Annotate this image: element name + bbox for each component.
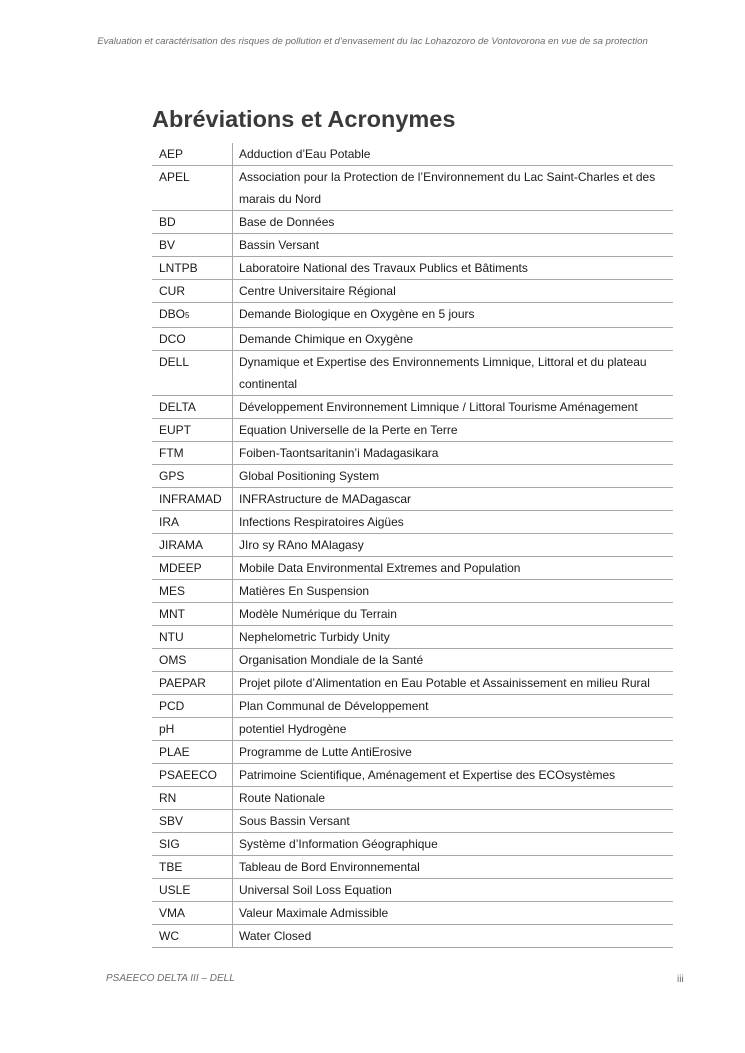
definition-text: Projet pilote d’Alimentation en Eau Potable et Assainissement en milieu Rural bbox=[239, 676, 650, 690]
abbreviation-text: BV bbox=[159, 238, 176, 252]
abbreviation-cell bbox=[152, 442, 233, 465]
abbreviation-cell bbox=[152, 741, 233, 764]
abbreviation-cell bbox=[152, 580, 233, 603]
abbreviation-text: TBE bbox=[159, 860, 183, 874]
abbreviation-cell bbox=[152, 902, 233, 925]
abbreviation-text: MDEEP bbox=[159, 561, 202, 575]
definition-cell bbox=[233, 603, 674, 626]
definition-text: Route Nationale bbox=[239, 791, 326, 805]
table-row bbox=[152, 695, 673, 718]
definition-text: Universal Soil Loss Equation bbox=[239, 883, 392, 897]
abbreviation-cell bbox=[152, 833, 233, 856]
definition-text: Demande Biologique en Oxygène en 5 jours bbox=[239, 307, 475, 321]
definition-text: Matières En Suspension bbox=[239, 584, 370, 598]
abbreviation-cell bbox=[152, 328, 233, 351]
definition-text: Bassin Versant bbox=[239, 238, 320, 252]
abbreviation-cell bbox=[152, 303, 233, 328]
abbreviation-cell bbox=[152, 143, 233, 166]
abbreviation-text: RN bbox=[159, 791, 177, 805]
abbreviation-text: SBV bbox=[159, 814, 184, 828]
definition-cell bbox=[233, 511, 674, 534]
definition-text: Modèle Numérique du Terrain bbox=[239, 607, 397, 621]
definition-cell bbox=[233, 465, 674, 488]
table-row bbox=[152, 879, 673, 902]
table-row bbox=[152, 442, 673, 465]
definition-cell bbox=[233, 718, 674, 741]
table-row bbox=[152, 234, 673, 257]
definition-cell bbox=[233, 580, 674, 603]
abbreviation-text: DELTA bbox=[159, 400, 196, 414]
abbreviation-cell bbox=[152, 396, 233, 419]
abbreviation-cell bbox=[152, 234, 233, 257]
table-row bbox=[152, 626, 673, 649]
table-row bbox=[152, 257, 673, 280]
table-row bbox=[152, 143, 673, 166]
abbreviation-text: GPS bbox=[159, 469, 185, 483]
table-row bbox=[152, 351, 673, 396]
definition-text: Plan Communal de Développement bbox=[239, 699, 429, 713]
definition-cell bbox=[233, 695, 674, 718]
abbreviation-text: PAEPAR bbox=[159, 676, 206, 690]
abbreviation-text: NTU bbox=[159, 630, 184, 644]
definition-text: Centre Universitaire Régional bbox=[239, 284, 396, 298]
definition-text: Infections Respiratoires Aigües bbox=[239, 515, 404, 529]
table-row bbox=[152, 465, 673, 488]
abbreviation-text: LNTPB bbox=[159, 261, 198, 275]
abbreviation-text: DELL bbox=[159, 355, 190, 369]
abbreviation-text: INFRAMAD bbox=[159, 492, 222, 506]
abbreviation-text: DCO bbox=[159, 332, 186, 346]
table-row bbox=[152, 764, 673, 787]
abbreviation-text: pH bbox=[159, 722, 175, 736]
definition-text: Mobile Data Environmental Extremes and Population bbox=[239, 561, 521, 575]
abbreviation-text: PLAE bbox=[159, 745, 190, 759]
abbreviation-text: EUPT bbox=[159, 423, 192, 437]
definition-cell bbox=[233, 442, 674, 465]
definition-text: Développement Environnement Limnique / Littoral Tourisme Aménagement bbox=[239, 400, 638, 414]
definition-text: Nephelometric Turbidy Unity bbox=[239, 630, 390, 644]
definition-cell bbox=[233, 488, 674, 511]
definition-text: potentiel Hydrogène bbox=[239, 722, 347, 736]
definition-text: Dynamique et Expertise des Environnements Limnique, Littoral et du plateau continental bbox=[239, 355, 647, 391]
definition-cell bbox=[233, 396, 674, 419]
definition-text: INFRAstructure de MADagascar bbox=[239, 492, 412, 506]
definition-cell bbox=[233, 925, 674, 948]
definition-cell bbox=[233, 257, 674, 280]
abbreviation-cell bbox=[152, 787, 233, 810]
abbreviation-text: VMA bbox=[159, 906, 186, 920]
definition-cell bbox=[233, 234, 674, 257]
abbreviation-cell bbox=[152, 419, 233, 442]
abbreviation-cell bbox=[152, 649, 233, 672]
abbreviation-cell bbox=[152, 672, 233, 695]
definition-cell bbox=[233, 626, 674, 649]
table-row bbox=[152, 810, 673, 833]
table-row bbox=[152, 396, 673, 419]
abbreviation-cell bbox=[152, 810, 233, 833]
abbreviation-cell bbox=[152, 351, 233, 396]
table-row bbox=[152, 741, 673, 764]
abbreviation-text: WC bbox=[159, 929, 179, 943]
definition-cell bbox=[233, 351, 674, 396]
definition-text: Valeur Maximale Admissible bbox=[239, 906, 389, 920]
table-row bbox=[152, 833, 673, 856]
table-row bbox=[152, 303, 673, 328]
definition-cell bbox=[233, 143, 674, 166]
table-row bbox=[152, 280, 673, 303]
abbreviation-cell bbox=[152, 856, 233, 879]
definition-text: Adduction d’Eau Potable bbox=[239, 147, 371, 161]
abbreviation-cell bbox=[152, 603, 233, 626]
running-header: Evaluation et caractérisation des risques de pollution et d’envasement du lac Lohazozoro de Vontovorona en vue de sa protection bbox=[97, 36, 648, 47]
definition-cell bbox=[233, 534, 674, 557]
definition-text: Global Positioning System bbox=[239, 469, 380, 483]
footer-document-label: PSAEECO DELTA III – DELL bbox=[106, 973, 235, 984]
abbreviation-text: USLE bbox=[159, 883, 191, 897]
abbreviations-table bbox=[152, 143, 673, 948]
definition-cell bbox=[233, 649, 674, 672]
abbreviation-text: BD bbox=[159, 215, 176, 229]
definition-text: Sous Bassin Versant bbox=[239, 814, 350, 828]
abbreviation-text: MES bbox=[159, 584, 186, 598]
definition-cell bbox=[233, 787, 674, 810]
abbreviation-text: CUR bbox=[159, 284, 185, 298]
table-row bbox=[152, 511, 673, 534]
abbreviation-cell bbox=[152, 211, 233, 234]
definition-cell bbox=[233, 557, 674, 580]
definition-text: JIro sy RAno MAlagasy bbox=[239, 538, 364, 552]
table-row bbox=[152, 419, 673, 442]
abbreviation-text: AEP bbox=[159, 147, 184, 161]
definition-text: Tableau de Bord Environnemental bbox=[239, 860, 420, 874]
abbreviation-text: PSAEECO bbox=[159, 768, 218, 782]
table-row bbox=[152, 211, 673, 234]
abbreviation-text: DBO bbox=[159, 307, 186, 321]
definition-cell bbox=[233, 419, 674, 442]
table-row bbox=[152, 488, 673, 511]
abbreviation-subscript: 5 bbox=[185, 311, 190, 320]
table-row bbox=[152, 925, 673, 948]
table-row bbox=[152, 557, 673, 580]
definition-text: Programme de Lutte AntiErosive bbox=[239, 745, 412, 759]
abbreviation-cell bbox=[152, 257, 233, 280]
definition-cell bbox=[233, 672, 674, 695]
abbreviation-cell bbox=[152, 534, 233, 557]
definition-text: Foiben-Taontsaritanin’i Madagasikara bbox=[239, 446, 439, 460]
abbreviation-cell bbox=[152, 280, 233, 303]
table-row bbox=[152, 787, 673, 810]
abbreviation-cell bbox=[152, 626, 233, 649]
table-row bbox=[152, 166, 673, 211]
definition-text: Association pour la Protection de l’Environnement du Lac Saint-Charles et des marais du Nord bbox=[239, 170, 656, 206]
table-row bbox=[152, 672, 673, 695]
definition-cell bbox=[233, 166, 674, 211]
abbreviation-cell bbox=[152, 879, 233, 902]
definition-text: Base de Données bbox=[239, 215, 335, 229]
abbreviation-cell bbox=[152, 695, 233, 718]
definition-cell bbox=[233, 879, 674, 902]
abbreviation-text: FTM bbox=[159, 446, 184, 460]
footer-page-number: iii bbox=[677, 974, 684, 985]
definition-cell bbox=[233, 303, 674, 328]
abbreviation-cell bbox=[152, 488, 233, 511]
definition-text: Système d’Information Géographique bbox=[239, 837, 438, 851]
abbreviation-cell bbox=[152, 718, 233, 741]
abbreviations-table-body bbox=[152, 143, 673, 948]
page-title: Abréviations et Acronymes bbox=[152, 106, 456, 132]
definition-cell bbox=[233, 810, 674, 833]
definition-cell bbox=[233, 211, 674, 234]
definition-text: Organisation Mondiale de la Santé bbox=[239, 653, 424, 667]
definition-text: Demande Chimique en Oxygène bbox=[239, 332, 414, 346]
abbreviation-text: PCD bbox=[159, 699, 185, 713]
abbreviation-cell bbox=[152, 511, 233, 534]
definition-text: Laboratoire National des Travaux Publics et Bâtiments bbox=[239, 261, 528, 275]
abbreviation-cell bbox=[152, 925, 233, 948]
definition-cell bbox=[233, 280, 674, 303]
definition-cell bbox=[233, 856, 674, 879]
abbreviation-cell bbox=[152, 764, 233, 787]
definition-cell bbox=[233, 328, 674, 351]
abbreviation-text: JIRAMA bbox=[159, 538, 204, 552]
abbreviation-text: IRA bbox=[159, 515, 180, 529]
abbreviation-text: OMS bbox=[159, 653, 187, 667]
definition-text: Patrimoine Scientifique, Aménagement et Expertise des ECOsystèmes bbox=[239, 768, 616, 782]
table-row bbox=[152, 328, 673, 351]
table-row bbox=[152, 718, 673, 741]
definition-cell bbox=[233, 764, 674, 787]
definition-cell bbox=[233, 902, 674, 925]
table-row bbox=[152, 856, 673, 879]
definition-cell bbox=[233, 833, 674, 856]
abbreviation-cell bbox=[152, 166, 233, 211]
table-row bbox=[152, 649, 673, 672]
abbreviation-cell bbox=[152, 465, 233, 488]
table-row bbox=[152, 534, 673, 557]
definition-text: Water Closed bbox=[239, 929, 312, 943]
abbreviation-text: APEL bbox=[159, 170, 190, 184]
abbreviation-text: SIG bbox=[159, 837, 180, 851]
table-row bbox=[152, 580, 673, 603]
abbreviation-text: MNT bbox=[159, 607, 185, 621]
definition-cell bbox=[233, 741, 674, 764]
definition-text: Equation Universelle de la Perte en Terre bbox=[239, 423, 458, 437]
table-row bbox=[152, 603, 673, 626]
table-row bbox=[152, 902, 673, 925]
abbreviation-cell bbox=[152, 557, 233, 580]
